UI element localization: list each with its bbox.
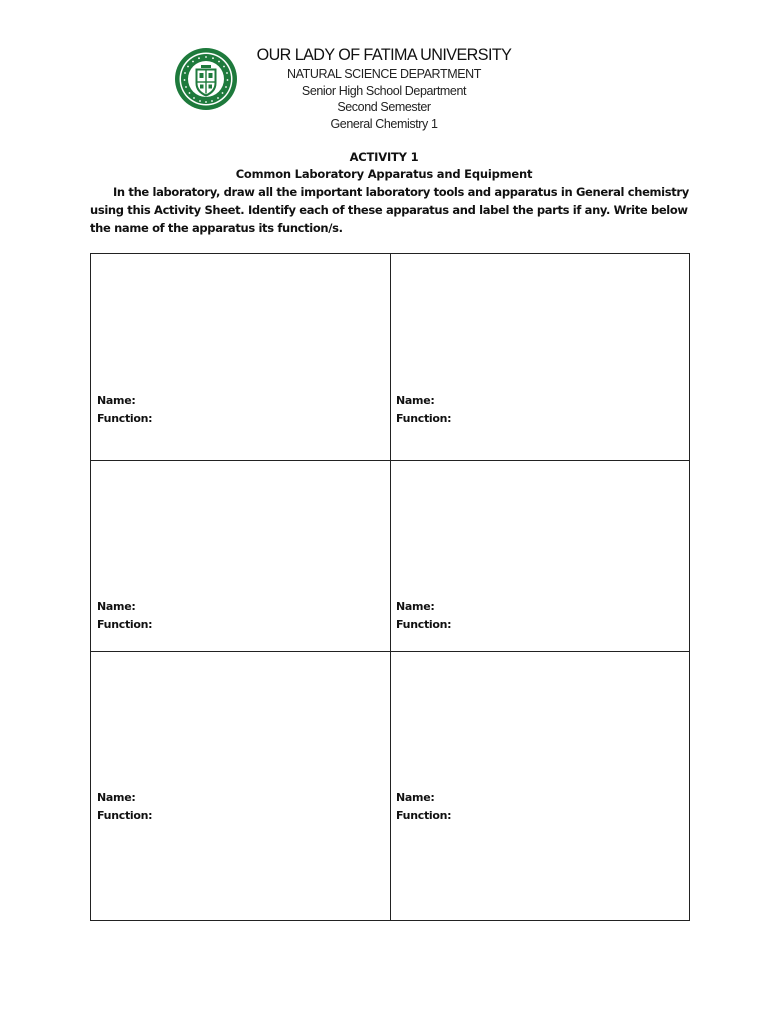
apparatus-cell[interactable] — [391, 461, 689, 651]
name-label: Name: — [97, 394, 136, 407]
school-name: Senior High School Department — [301, 83, 467, 98]
function-label: Function: — [396, 808, 452, 822]
function-label: Function: — [97, 411, 153, 425]
university-name: OUR LADY OF FATIMA UNIVERSITY — [256, 45, 512, 64]
apparatus-cell[interactable] — [91, 254, 390, 460]
activity-title: Common Laboratory Apparatus and Equipment — [235, 167, 533, 181]
apparatus-cell[interactable] — [91, 461, 390, 651]
activity-heading — [0, 149, 768, 183]
course-name: General Chemistry 1 — [330, 116, 438, 131]
name-label: Name: — [396, 394, 435, 407]
name-label: Name: — [396, 791, 435, 804]
semester: Second Semester — [337, 100, 431, 114]
activity-instructions: In the laboratory, draw all the important laboratory tools and apparatus in General chemistry using this Activity Sheet. Identify each of these apparatus and label the parts if any. Write below the name of the apparatus its function/s. — [90, 185, 689, 235]
document-header — [184, 44, 584, 132]
name-label: Name: — [97, 600, 136, 613]
department-name: NATURAL SCIENCE DEPARTMENT — [286, 67, 482, 81]
apparatus-cell[interactable] — [391, 254, 689, 460]
function-label: Function: — [97, 808, 153, 822]
name-label: Name: — [97, 791, 136, 804]
function-label: Function: — [97, 617, 153, 631]
apparatus-cell[interactable] — [91, 652, 390, 920]
name-label: Name: — [396, 600, 435, 613]
apparatus-cell[interactable] — [391, 652, 689, 920]
apparatus-grid — [90, 253, 690, 921]
function-label: Function: — [396, 411, 452, 425]
function-label: Function: — [396, 617, 452, 631]
activity-number: ACTIVITY 1 — [349, 150, 419, 164]
